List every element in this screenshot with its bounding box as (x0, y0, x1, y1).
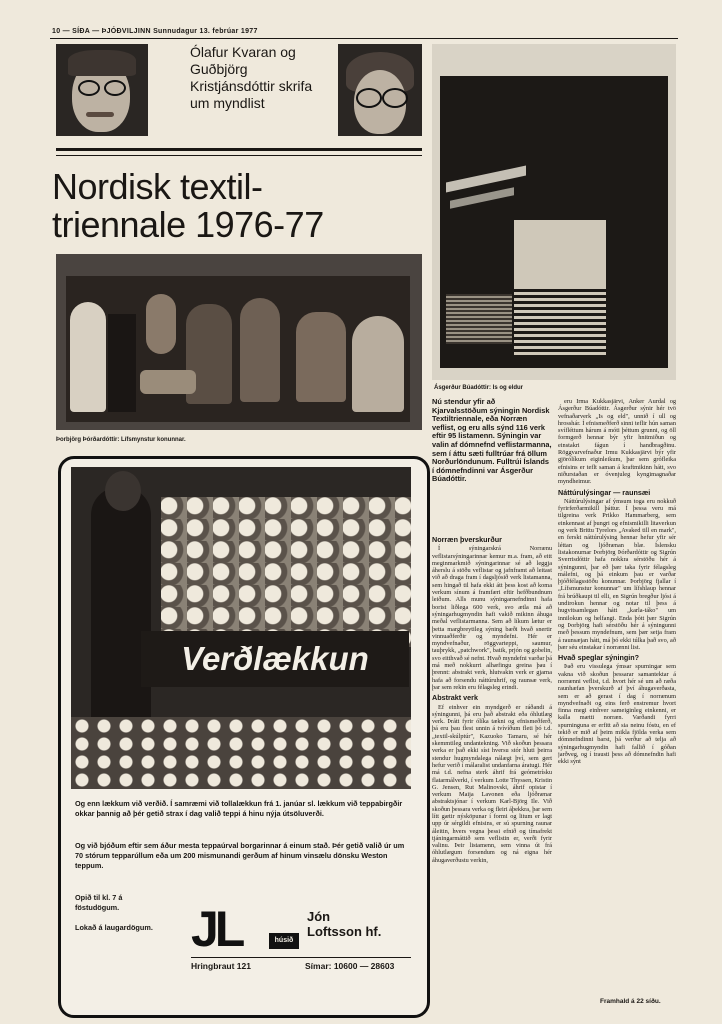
jl-logo-letters: JL (191, 901, 242, 957)
article-headline (52, 168, 432, 244)
subhead-natturulysingar: Náttúrulýsingar — raunsæi (558, 487, 651, 497)
portrait-gudbjorg (338, 44, 422, 136)
ad-paragraph-2: Og við bjóðum eftir sem áður mesta teppaúrval borgarinnar á einum stað. Þér getið valið úr um 70 stórum tepparúllum eða um 200 mismunandi gerðum af hinum vinsælu dönsku Weston teppum. (75, 841, 405, 870)
body-paragraph-3: eru Irma Kukkasjärvi, Anker Aurdal og Ásgerður Búadóttir. Ásgerður sýnir hér tvö vefnaðarverk „Is og eld", unnið í ull og hrosshár. Í efnismeðferð sinni teflir hún saman svífléttum hárum á móti þéttum grunni, og öll formgerð hennar býr yfir hnitmiðun og einstakri fágun í handbragðinu. Röggvarvefnaður Irmu Kukkasjärvi býr yfir gjörólíkum eiginleikum, þar sem grófleika efnisins er teflt saman á kraftmikinn hátt, svo niðurstaðan er óvenjuleg kyngimagnaðar myndheimur. (558, 398, 676, 486)
article-column-1 (432, 533, 552, 1017)
headline-rule-top (56, 148, 422, 151)
subhead-norraen: Norræn þverskurður (432, 535, 502, 544)
ad-bottom-rule (191, 957, 411, 958)
portrait-olafur (56, 44, 148, 136)
continued-note: Framhald á 22 síðu. (600, 998, 661, 1005)
headline-line-2: triennale 1976-77 (52, 204, 324, 245)
ad-paragraph-1: Og enn lækkum við verðið. Í samræmi við tollalækkun frá 1. janúar sl. lækkum við teppabirgðir okkar þannig að þér getið strax í dag valið teppi á hinu nýja útsöluverði. (75, 799, 403, 818)
ad-banner-verdlaekkun: Verðlækkun (141, 631, 409, 687)
body-paragraph-1: Í sýningarskrá Norrænu veflistarsýningarinnar kemur m.a. fram, að eitt meginmarkmið sýningarinnar sé að leggja áherslu á stöðu veflistar og jafnframt að leitast við að draga fram í dagsljósið verk listamanna, sem hingað til hafa ekki átt þess kost að koma verkum sínum á framfæri eftir hefðbundnum leiðum. Alls munu sýningarnefndinni hafa borist liðlega 600 verk, svo ætla má að sýningarhugmyndin hafi vakið mikinn áhuga meðal veflistarmanna. Sem að líkum lætur er þetta margbreytileg sýning bæði hvað snertir vinnuaðferðir og myndefni. Hér er myndvefnaður, röggvarteppi, saumur, tauþrykk, „patchwork", batik, prjón og gobelin, svo eitthvað sé nefnt. Hvað myndefni varðar þá má með nokkurri alhæfingu greina þau í þrennt: abstrakt verk, hlutvakin verk er gjarna hafa að forsendu náttúruhrif, og raunsæ verk, þar sem rekin eru félagsleg erindi. (432, 545, 552, 691)
ad-hours-saturday: Lokað á laugardögum. (75, 923, 153, 932)
body-paragraph-5: Það eru vissulega ýmsar spurningar sem vakna við skoðun þessarar samantektar á norrænni veflist, t.d. hvort hér sé um að ræða raunhæfan þverskurð af því áhugaverðasta, sem er að gerast í dag í norrænum myndvefnaði og eins ferð enstremur hvort finna megi einhver sameiginleg einkenni, er kalla mætti norræn. Varðandi fyrri spurninguna er erfitt að sia neinu fóstu, en ef tekið er mið af þeim mikla fjölda verka sem dómnefndinni barst, þá verður að telja að sýningarhugmyndin hafi fallið í góðan jarðveg, og í trausti þess að dómnefndin hafi ekki sýnt (558, 663, 676, 766)
article-column-2 (558, 398, 676, 994)
body-paragraph-4: Náttúrulýsingar af ýmsum toga eru nokkuð fyrirferðarmikill þáttur. Í þessa veru má tilgreina verk Prikko Hammarberg, sem einkennast af þungri og efnismikilli litaverkun og verk Brittu Tyrelors „Avaked till en mark", en ferskt náttúrulýsing hennar hefur yfir sér léttan og ljóðrænan blæ. Íslensku listakonurnar Þorbjörg Þórðardóttir og Sigrún Sverrisdóttir hafa nokkra sérstöðu hér á sýningunni, þar eð þær taka fyrir félagsleg málefni, og þá einkum þau er varðar þjóðfélagsstöðu konunnar. Þorbjörg fjallar í „Lífsmunstur konunnar" um lífshlaup hennar frá brúðkaupi til elli, en Sigrún bregður ljósi á undirokun hennar og notar til þess á hugvitsamlegan hátt „karla-táko" um innilokun og helfangi. Enda þótt þær Sigrún og Þorbjörg hafi sérstöðu hér á sýningunni með þessum myndefnum, sem þær setja fram á raunsæjan hátt, má þó ekki túlka það svo, að þær séu einstakar í norrænni list. (558, 497, 676, 651)
caption-lifsmynstur: Þorbjörg Þórðardóttir: Lífsmynstur konunnar. (56, 437, 186, 443)
advertisement-jl-husid (58, 456, 430, 1018)
headline-rule-bottom (56, 155, 422, 156)
body-paragraph-2: Ef einhver ein myndgerð er ráðandi á sýningunni, þá eru það abstrakt eða óhlutlæg verk. Þrátt fyrir ólíka tækni og efnismeðferð, þá eru þau flest unnin á tvívíðum fleti þó t.d. „textil-skúlptúr", Kazuoko Tamaru, sé hér skemmtileg undantekning. Við skoðun þessara verka er það ekki síst hversu stór hluti þeirra stendur hugmyndalega nálægt því, sem gert hefur verið í málaralist undanfarna áratugi. Hér má t.d. nefna sterk áhrif frá geómetrísku flatarmálverki, í verkum Lotte Thyssen, Kristin G. Jensen, Rut Malinovski, áhrif opistar í verkum Maija Lavonen eða ljóðrænar abstraktsjónar í verkum Karl-Björg Ile. Við skoðun þessara verka og fleiri áþekkra, þar sem lítt gætir nýsköpunar í formi og litum er lagt upp úr sérgildi efnisins, er sú spurning raunar áleitin, hvers vegna þessi efnið og tímafrekt tjáningarmáttið sem veflistin er, verði fyrir valinu. Þeir listamenn, sem vinna út frá óhlutlægum forsendum og ná eigna hér áhugaverðustu verkin, (432, 703, 552, 864)
tapestry-photo-is-og-eldur (432, 44, 676, 380)
ad-address: Hringbraut 121 (191, 961, 251, 971)
byline-authors: Ólafur Kvaran og Guðbjörg Kristjánsdóttir skrifa um myndlist (190, 44, 313, 111)
ad-phone: Símar: 10600 — 28603 (305, 961, 395, 971)
caption-is-og-eldur: Ásgerður Búadóttir: Is og eldur (434, 385, 524, 391)
subhead-abstrakt: Abstrakt verk (432, 693, 478, 703)
jl-logo-husid: húsið (269, 933, 299, 949)
top-rule (50, 38, 678, 39)
ad-company-name (307, 909, 417, 939)
subhead-hvad-speglar: Hvað speglar sýningin? (558, 653, 640, 663)
running-head: 10 — SÍÐA — ÞJÓÐVILJINN Sunnudagur 13. febrúar 1977 (52, 28, 258, 35)
headline-line-1: Nordisk textil- (52, 166, 263, 207)
jl-logo (191, 903, 303, 955)
article-lead: Nú stendur yfir að Kjarvalsstöðum sýningin Nordisk Textiltriennale, eða Norræn veflist, og eru alls sýnd 116 verk eftir 95 listamenn. Sýningin var valin af dómnefnd veflistarmanna, sem í áttu sæti fulltrúar frá öllum Norðurlöndunum. Fulltrúi Íslands í dómnefndinni var Ásgerður Búadóttir. (432, 398, 552, 484)
ad-hours-friday: Opið til kl. 7 á föstudögum. (75, 893, 123, 912)
company-name-line-2: Loftsson hf. (307, 924, 382, 939)
ad-photo (71, 467, 411, 789)
tapestry-photo-lifsmynstur (56, 254, 422, 430)
company-name-line-1: Jón (307, 909, 331, 924)
